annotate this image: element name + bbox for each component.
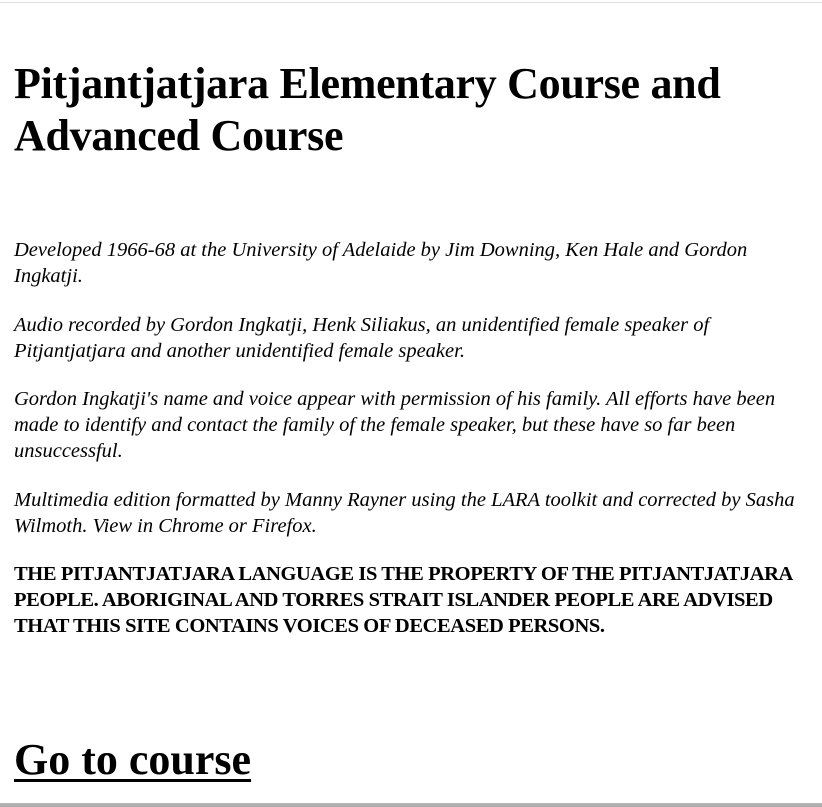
credits-audio-paragraph: Audio recorded by Gordon Ingkatji, Henk Siliakus, an unidentified female speaker of Pitjantjatjara and another unidentified female speaker. bbox=[14, 314, 710, 362]
page-title: Pitjantjatjara Elementary Course and Advanced Course bbox=[14, 59, 721, 160]
go-to-course-link[interactable]: Go to course bbox=[14, 735, 252, 784]
cultural-notice: THE PITJANTJATJARA LANGUAGE IS THE PROPERTY OF THE PITJANTJATJARA PEOPLE. ABORIGINAL AND TORRES STRAIT ISLANDER PEOPLE ARE ADVISED THAT THIS SITE CONTAINS VOICES OF DECEASED PERSONS. bbox=[14, 563, 792, 637]
permission-paragraph: Gordon Ingkatji's name and voice appear with permission of his family. All efforts have been made to identify and contact the family of the female speaker, but these have so far been unsuccessful. bbox=[14, 388, 776, 462]
go-to-course-heading bbox=[14, 732, 251, 788]
top-divider bbox=[0, 2, 822, 3]
edition-paragraph: Multimedia edition formatted by Manny Rayner using the LARA toolkit and corrected by Sasha Wilmoth. View in Chrome or Firefox. bbox=[14, 489, 795, 537]
horizontal-scrollbar[interactable] bbox=[0, 803, 822, 807]
credits-development-paragraph: Developed 1966-68 at the University of Adelaide by Jim Downing, Ken Hale and Gordon Ingkatji. bbox=[14, 239, 748, 287]
